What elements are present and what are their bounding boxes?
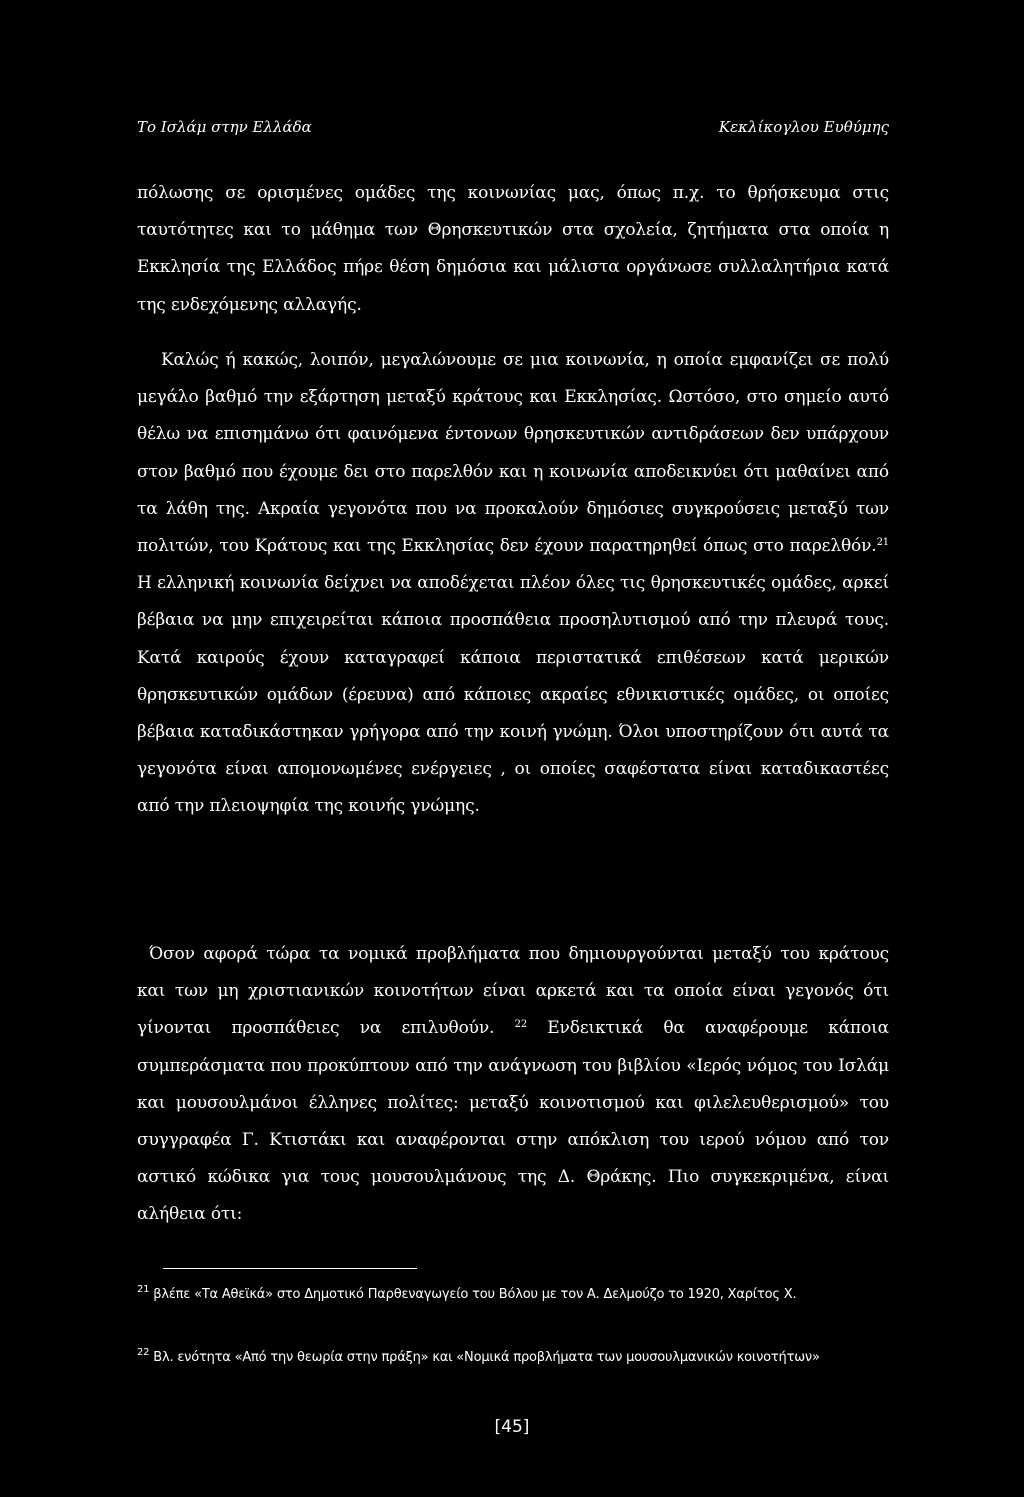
paragraph-2 bbox=[137, 342, 889, 826]
footnote-separator bbox=[163, 1268, 417, 1269]
header-author: Κεκλίκογλου Ευθύμης bbox=[718, 118, 889, 136]
paragraph-1: πόλωσης σε ορισμένες ομάδες της κοινωνίας μας, όπως π.χ. το θρήσκευμα στις ταυτότητες και το μάθημα των Θρησκευτικών στα σχολεία, ζητήματα στα οποία η Εκκλησία της Ελλάδος πήρε θέση δημόσια και μάλιστα οργάνωσε συλλαλητήρια κατά της ενδεχόμενης αλλαγής. bbox=[137, 183, 889, 315]
paragraph-3-text-b: Ενδεικτικά θα αναφέρουμε κάποια συμπεράσματα που προκύπτουν από την ανάγνωση του βιβλίου «Ιερός νόμος του Ισλάμ και μουσουλμάνοι έλληνες πολίτες: μεταξύ κοινοτισμού και φιλελευθερισμού» του συγγραφέα Γ. Κτιστάκι και αναφέρονται στην απόκλιση του ιερού νόμου από τον αστικό κώδικα για τους μουσουλμάνους της Δ. Θράκης. Πιο συγκεκριμένα, είναι αλήθεια ότι: bbox=[137, 1018, 889, 1225]
footnote-number: 22 bbox=[137, 1347, 150, 1358]
header-book-title: Το Ισλάμ στην Ελλάδα bbox=[137, 118, 312, 136]
paragraph-2-text-a: Καλώς ή κακώς, λοιπόν, μεγαλώνουμε σε μια κοινωνία, η οποία εμφανίζει σε πολύ μεγάλο βαθμό την εξάρτηση μεταξύ κράτους και Εκκλησίας. Ωστόσο, στο σημείο αυτό θέλω να επισημάνω ότι φαινόμενα έντονων θρησκευτικών αντιδράσεων δεν υπάρχουν στον βαθμό που έχουμε δει στο παρελθόν και η κοινωνία αποδεικνύει ότι μαθαίνει από τα λάθη της. Ακραία γεγονότα που να προκαλούν δημόσιες συγκρούσεις μεταξύ των πολιτών, του Κράτους και της Εκκλησίας δεν έχουν παρατηρηθεί όπως στο παρελθόν. bbox=[137, 350, 889, 557]
paragraph-3-text-a: Όσον αφορά τώρα τα νομικά προβλήματα που δημιουργούνται μεταξύ του κράτους και των μη χριστιανικών κοινοτήτων είναι αρκετά και τα οποία είναι γεγονός ότι γίνονται προσπάθειες να επιλυθούν. bbox=[137, 944, 889, 1039]
paragraph-2-text-b: Η ελληνική κοινωνία δείχνει να αποδέχεται πλέον όλες τις θρησκευτικές ομάδες, αρκεί βέβαια να μην επιχειρείται κάποια προσπάθεια προσηλυτισμού από την πλευρά τους. Κατά καιρούς έχουν καταγραφεί κάποια περιστατικά επιθέσεων κατά μερικών θρησκευτικών ομάδων (έρευνα) από κάποιες ακραίες εθνικιστικές ομάδες, οι οποίες βέβαια καταδικάστηκαν γρήγορα από την κοινή γνώμη. Όλοι υποστηρίζουν ότι αυτά τα γεγονότα είναι απομονωμένες ενέργειες , οι οποίες σαφέστατα είναι καταδικαστέες από την πλειοψηφία της κοινής γνώμης. bbox=[137, 573, 889, 817]
page-number: [45] bbox=[494, 1417, 530, 1437]
footnote-21 bbox=[137, 1279, 889, 1310]
footnote-ref-22: 22 bbox=[514, 1019, 528, 1031]
footnote-ref-21: 21 bbox=[876, 537, 889, 549]
running-header bbox=[137, 118, 889, 142]
paragraph-3 bbox=[137, 936, 889, 1234]
footnote-text: βλέπε «Τα Αθεϊκά» στο Δημοτικό Παρθεναγωγείο του Βόλου με τον Α. Δελμούζο το 1920, Χαρίτος Χ. bbox=[149, 1287, 797, 1302]
footnote-22 bbox=[137, 1342, 889, 1373]
footnote-number: 21 bbox=[137, 1284, 150, 1295]
footnote-text: Βλ. ενότητα «Από την θεωρία στην πράξη» και «Νομικά προβλήματα των μουσουλμανικών κοινοτήτων» bbox=[149, 1350, 820, 1365]
